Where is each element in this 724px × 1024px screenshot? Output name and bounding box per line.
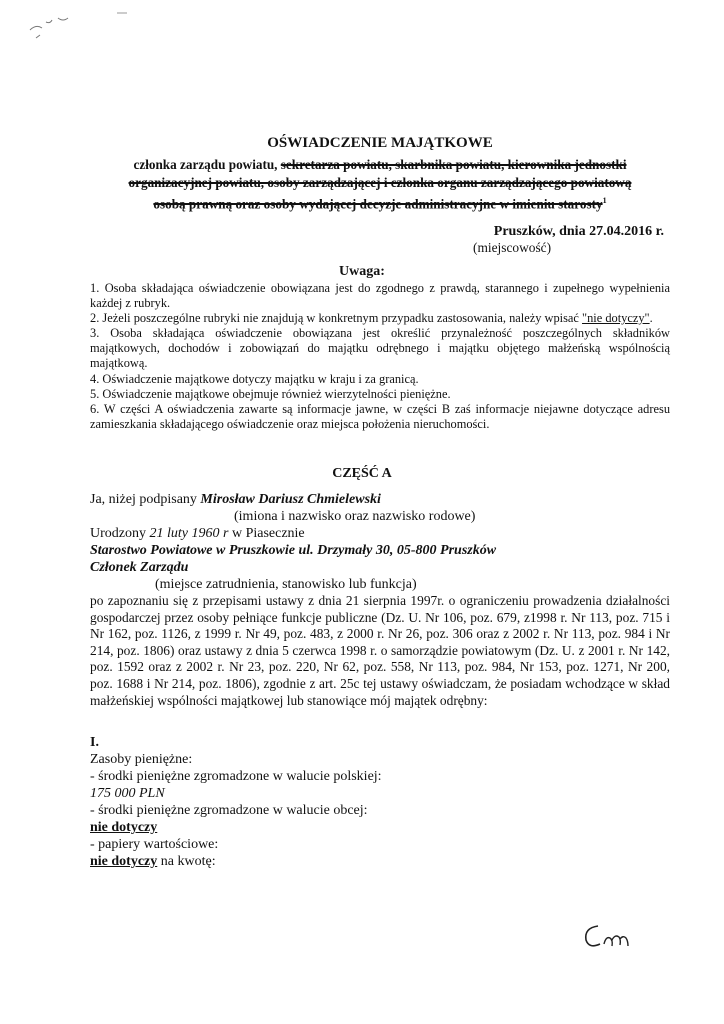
subtitle-plain: członka zarządu powiatu,: [133, 157, 281, 172]
subtitle-struck-3: osobą prawną oraz osoby wydającej decyzje administracyjne w imieniu starosty: [153, 196, 603, 212]
part-a-heading: CZĘŚĆ A: [332, 466, 392, 481]
legal-paragraph: po zapoznaniu się z przepisami ustawy z dnia 21 sierpnia 1997r. o ograniczeniu prowadzenia działalności gospodarczej przez osoby pełniące funkcje publiczne (Dz. U. Nr 106, poz. 679, z1998 r. Nr 113, poz. 715 i Nr 162, poz. 1126, z 1999 r. Nr 49, poz. 483, z 2000 r. Nr 26, poz. 306 oraz z 2002 r. Nr 113, poz. 984 i Nr 214, poz. 1806) oraz ustawy z dnia 5 czerwca 1998 r. o samorządzie powiatowym (Dz. U. z 2001 r. Nr 142, poz. 1592 oraz z 2002 r. Nr 23, poz. 220, Nr 62, poz. 558, Nr 113, poz. 984, Nr 153, poz. 1271, Nr 200, poz. 1688 i Nr 214, poz. 1806), zgodnie z art. 25c tej ustawy oświadczam, że posiadam wchodzące w skład małżeńskiej wspólności majątkowej lub stanowiące mój majątek odrębny:: [90, 593, 670, 708]
place-caption: (miejscowość): [473, 240, 552, 255]
section-i-heading: I.: [90, 735, 99, 750]
notice-item: 6. W części A oświadczenia zawarte są informacje jawne, w części B zaś informacje niejawne dotyczące adresu zamieszkania składającego oświadczenie oraz miejsca położenia nieruchomości.: [90, 401, 671, 431]
securities-value: nie dotyczy: [90, 854, 158, 869]
declarant-name: Mirosław Dariusz Chmielewski: [200, 492, 381, 507]
place-date: Pruszków, dnia 27.04.2016 r.: [493, 224, 664, 239]
declarant-line: Ja, niżej podpisany Mirosław Dariusz Chmielewski: [90, 492, 381, 507]
notice-item: 3. Osoba składająca oświadczenie obowiązana jest określić przynależność poszczególnych składników majątkowych, dochodów i zobowiązań do majątku odrębnego i majątku objętego małżeńską wspólnością majątkową.: [90, 326, 670, 371]
securities-label: - papiery wartościowe:: [90, 837, 219, 852]
cash-pln-label: - środki pieniężne zgromadzone w walucie polskiej:: [90, 769, 382, 784]
cash-foreign-value: nie dotyczy: [90, 820, 158, 835]
nie-dotyczy-quote: "nie dotyczy": [582, 311, 650, 326]
notice-list: [90, 281, 670, 432]
cash-pln-value: 175 000 PLN: [90, 786, 165, 801]
scan-mark-icon: [114, 8, 134, 20]
document-subtitle: [90, 156, 670, 213]
cash-foreign-label: - środki pieniężne zgromadzone w walucie obcej:: [90, 803, 368, 818]
born-line: Urodzony 21 luty 1960 r w Piasecznie: [90, 526, 305, 541]
position: Członek Zarządu: [90, 560, 189, 575]
notice-item: 2. Jeżeli poszczególne rubryki nie znajdują w konkretnym przypadku zastosowania, należy wpisać "nie dotyczy".: [90, 311, 653, 326]
subtitle-struck-1: sekretarza powiatu, skarbnika powiatu, kierownika jednostki: [280, 157, 627, 172]
employer: Starostwo Powiatowe w Pruszkowie ul. Drzymały 30, 05-800 Pruszków: [90, 543, 497, 558]
declarant-caption: (imiona i nazwisko oraz nazwisko rodowe): [234, 509, 476, 524]
cash-heading: Zasoby pieniężne:: [90, 752, 193, 767]
footnote-mark: 1: [602, 196, 607, 205]
securities-line: nie dotyczy na kwotę:: [90, 854, 216, 869]
notice-item: 1. Osoba składająca oświadczenie obowiązana jest do zgodnego z prawdą, starannego i zupełnego wypełnienia każdej z rubryk.: [90, 281, 670, 311]
subtitle-struck-2: organizacyjnej powiatu, osoby zarządzającej i członka organu zarządzającego powiatową: [128, 175, 632, 190]
scan-mark-icon: [22, 8, 82, 48]
notice-item: 4. Oświadczenie majątkowe dotyczy majątku w kraju i za granicą.: [90, 371, 419, 386]
document-title: OŚWIADCZENIE MAJĄTKOWE: [267, 135, 493, 151]
born-date: 21 luty 1960 r: [149, 526, 229, 541]
notice-heading: Uwaga:: [339, 264, 385, 279]
signature-initials-icon: [580, 918, 636, 954]
employment-caption: (miejsce zatrudnienia, stanowisko lub funkcja): [155, 577, 417, 592]
notice-item: 5. Oświadczenie majątkowe obejmuje również wierzytelności pieniężne.: [90, 386, 451, 401]
